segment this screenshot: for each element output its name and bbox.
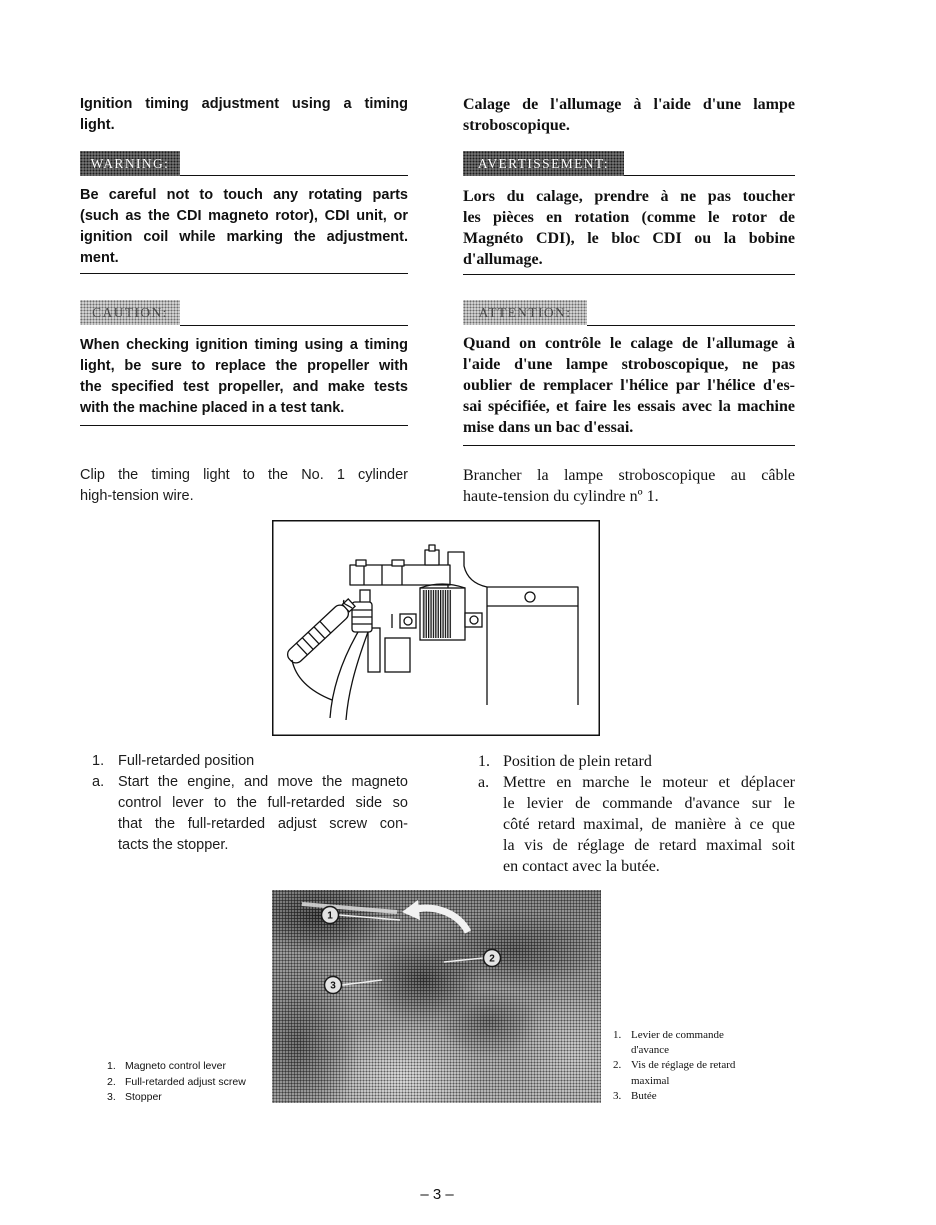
avertissement-bottom-rule: [463, 274, 795, 275]
heading-line: Ignition timing adjustment using a timing: [80, 96, 408, 112]
caption-item: [613, 1028, 735, 1043]
heading-line: stroboscopique.: [463, 117, 570, 134]
attention-text: [463, 333, 795, 438]
caution-line: the specified test propeller, and make tests: [80, 379, 408, 395]
leader-line: [444, 958, 483, 962]
right-heading: [463, 94, 795, 136]
heading-line: Calage de l'allumage à l'aide d'une lampe: [463, 96, 795, 113]
photo-annotations: [272, 890, 601, 1103]
caption-number: 3.: [107, 1091, 116, 1103]
caption-number: 1.: [613, 1029, 622, 1041]
step-list-left: [92, 751, 408, 856]
substep: [478, 772, 795, 793]
leader-line: [342, 980, 382, 985]
svg-text:3: 3: [330, 980, 336, 992]
substep-line: le levier de commande d'avance sur le: [503, 795, 795, 812]
warning-text: [80, 185, 408, 269]
avertissement-line: Lors du calage, prendre à ne pas toucher: [463, 188, 795, 205]
warning-line: Be careful not to touch any rotating parts: [80, 187, 408, 203]
callout-2: [484, 950, 501, 967]
caption-text: Magneto control lever: [125, 1060, 226, 1072]
caption-list-left: [107, 1059, 246, 1106]
caution-line: light, be sure to replace the propeller with: [80, 358, 408, 374]
photo-highlight: [302, 904, 397, 912]
step-heading: [478, 751, 795, 772]
avertissement-line: d'allumage.: [463, 251, 543, 268]
caption-text: Levier de commande: [631, 1029, 724, 1041]
caption-text: Vis de réglage de retard: [631, 1059, 736, 1072]
step-heading: [92, 751, 408, 772]
substep: [92, 814, 408, 835]
instruction-line: Clip the timing light to the No. 1 cylinder: [80, 467, 408, 483]
svg-text:2: 2: [489, 953, 495, 965]
caution-line: with the machine placed in a test tank.: [80, 400, 345, 416]
caution-bottom-rule: [80, 425, 408, 426]
substep: [92, 793, 408, 814]
substep: [478, 835, 795, 856]
step-title: Full-retarded position: [118, 753, 255, 769]
caution-top-rule: [180, 325, 408, 326]
magneto-lever-photo: [272, 890, 601, 1103]
substep-line: Start the engine, and move the magneto: [118, 774, 408, 790]
substep: [478, 856, 795, 877]
svg-text:1: 1: [327, 910, 333, 922]
caption-item: [107, 1075, 246, 1091]
avertissement-text: [463, 186, 795, 270]
instruction-line: high-tension wire.: [80, 488, 194, 504]
caution-line: When checking ignition timing using a timing: [80, 337, 408, 353]
step-number: 1.: [92, 753, 105, 769]
substep-line: en contact avec la butée.: [503, 858, 660, 875]
caption-item: [107, 1059, 246, 1075]
step-title: Position de plein retard: [503, 753, 652, 770]
substep-marker: a.: [92, 774, 105, 790]
timing-light-connection-illustration: [272, 520, 600, 736]
caption-item: [613, 1058, 735, 1073]
callout-3: [325, 977, 342, 994]
left-heading: [80, 94, 408, 136]
attention-label: ATTENTION:: [463, 300, 587, 325]
caption-number: 1.: [107, 1060, 116, 1072]
substep-marker: a.: [478, 774, 490, 791]
page-number: – 3 –: [420, 1186, 454, 1203]
warning-line: (such as the CDI magneto rotor), CDI unit, or: [80, 208, 408, 224]
warning-bottom-rule: [80, 273, 408, 274]
warning-label: WARNING:: [80, 151, 180, 176]
attention-top-rule: [587, 325, 795, 326]
leader-line: [339, 915, 400, 920]
substep: [478, 814, 795, 835]
attention-line: oublier de remplacer l'hélice par l'hélice d'es-: [463, 377, 795, 394]
substep: [478, 793, 795, 814]
avertissement-line: Magnéto CDI), le bloc CDI ou la bobine: [463, 230, 795, 247]
attention-line: sai spécifiée, et faire les essais avec la machine: [463, 398, 795, 415]
caption-text: Full-retarded adjust screw: [125, 1075, 246, 1088]
instruction-line: Brancher la lampe stroboscopique au câble: [463, 467, 795, 484]
substep-line: côté retard maximal, de manière à ce que: [503, 816, 795, 833]
caption-number: 2.: [107, 1075, 116, 1088]
caption-item: [107, 1090, 246, 1106]
heading-line: light.: [80, 117, 115, 133]
caption-text: maximal: [631, 1074, 670, 1087]
substep-line: that the full-retarded adjust screw con-: [118, 816, 408, 832]
warning-top-rule: [180, 175, 408, 176]
instruction-right: [463, 465, 795, 507]
callout-1: [322, 907, 339, 924]
substep-line: tacts the stopper.: [118, 837, 229, 853]
caption-text: Butée: [631, 1089, 657, 1102]
attention-bottom-rule: [463, 445, 795, 446]
direction-arrow-icon: [414, 908, 468, 932]
caption-list-right: [613, 1028, 735, 1104]
warning-line: ignition coil while marking the adjustment.: [80, 229, 408, 245]
caution-label: CAUTION:: [80, 300, 180, 325]
caption-number: 3.: [613, 1089, 622, 1102]
caption-text: d'avance: [631, 1044, 670, 1057]
warning-line: ment.: [80, 250, 119, 266]
caption-text: Stopper: [125, 1091, 162, 1103]
arrowhead-icon: [402, 900, 420, 920]
instruction-line: haute-tension du cylindre nº 1.: [463, 488, 659, 505]
substep-line: control lever to the full-retarded side so: [118, 795, 408, 811]
attention-line: mise dans un bac d'essai.: [463, 419, 634, 436]
substep-line: la vis de réglage de retard maximal soit: [503, 837, 795, 854]
avertissement-label: AVERTISSEMENT:: [463, 151, 624, 176]
caution-text: [80, 335, 408, 419]
substep: [92, 835, 408, 856]
avertissement-top-rule: [624, 175, 795, 176]
substep: [92, 772, 408, 793]
caption-item: [613, 1043, 735, 1058]
caption-item: [613, 1089, 735, 1104]
step-number: 1.: [478, 753, 490, 770]
caption-number: 2.: [613, 1059, 622, 1072]
step-list-right: [478, 751, 795, 877]
attention-line: Quand on contrôle le calage de l'allumage à: [463, 335, 795, 352]
instruction-left: [80, 465, 408, 507]
avertissement-line: les pièces en rotation (comme le rotor de: [463, 209, 795, 226]
caption-item: [613, 1074, 735, 1089]
substep-line: Mettre en marche le moteur et déplacer: [503, 774, 795, 791]
attention-line: l'aide d'une lampe stroboscopique, ne pas: [463, 356, 795, 373]
